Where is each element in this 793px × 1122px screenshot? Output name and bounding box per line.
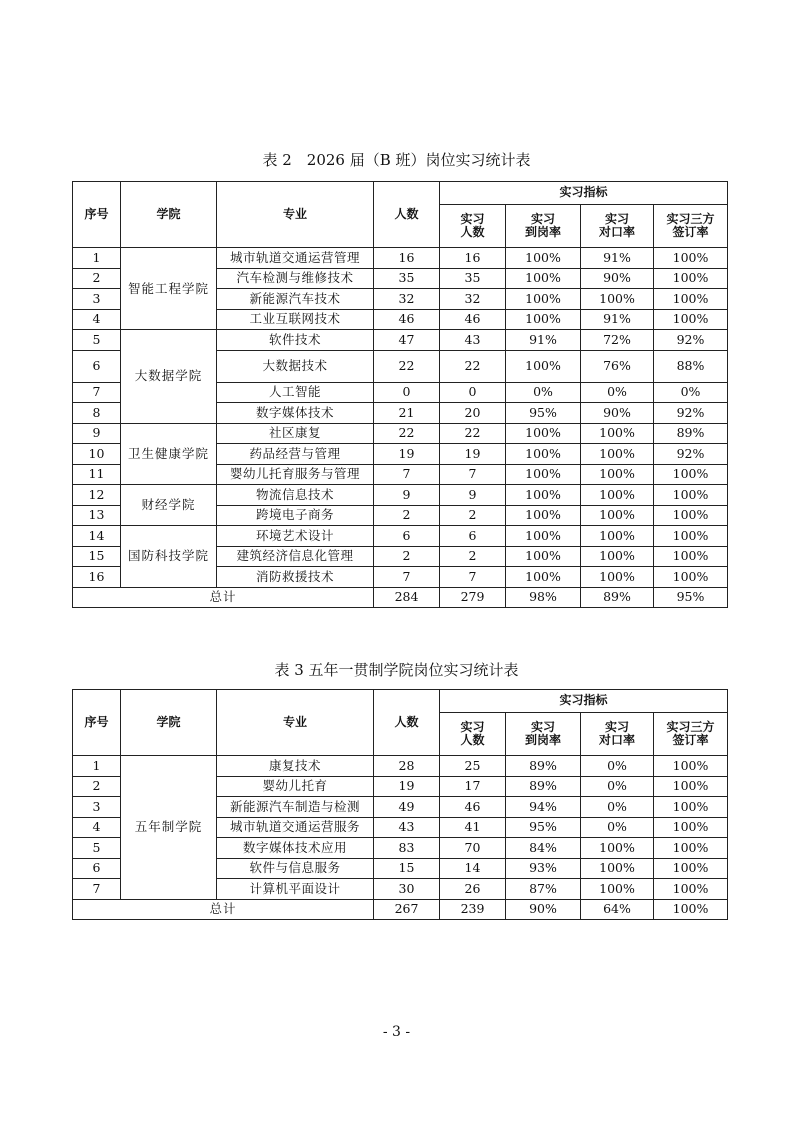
row-arrival-rate: 89%	[506, 756, 581, 777]
row-count: 43	[374, 817, 440, 838]
row-seq: 14	[73, 526, 121, 547]
row-seq: 13	[73, 505, 121, 526]
row-arrival-rate: 95%	[506, 817, 581, 838]
row-signed-rate: 100%	[654, 797, 728, 818]
row-major: 跨境电子商务	[217, 505, 374, 526]
header-metrics: 实习指标	[440, 690, 728, 713]
row-match-rate: 0%	[581, 797, 654, 818]
row-major: 物流信息技术	[217, 485, 374, 506]
row-count: 28	[374, 756, 440, 777]
row-major: 数字媒体技术应用	[217, 838, 374, 859]
row-match-rate: 100%	[581, 505, 654, 526]
row-seq: 7	[73, 382, 121, 403]
row-college: 五年制学院	[121, 756, 217, 900]
row-count: 49	[374, 797, 440, 818]
row-arrival-rate: 100%	[506, 526, 581, 547]
total-signed-rate: 100%	[654, 899, 728, 920]
row-interns: 20	[440, 403, 506, 424]
header-seq: 序号	[73, 690, 121, 756]
row-arrival-rate: 100%	[506, 309, 581, 330]
row-count: 46	[374, 309, 440, 330]
row-match-rate: 100%	[581, 858, 654, 879]
row-match-rate: 100%	[581, 464, 654, 485]
row-major: 康复技术	[217, 756, 374, 777]
table-row	[73, 526, 728, 547]
row-arrival-rate: 94%	[506, 797, 581, 818]
table-row	[73, 330, 728, 351]
row-major: 数字媒体技术	[217, 403, 374, 424]
header-match-rate: 实习 对口率	[581, 205, 654, 248]
row-seq: 10	[73, 444, 121, 465]
row-arrival-rate: 100%	[506, 248, 581, 269]
header-signed-rate: 实习三方 签订率	[654, 713, 728, 756]
header-signed-rate: 实习三方 签订率	[654, 205, 728, 248]
header-match-rate: 实习 对口率	[581, 713, 654, 756]
row-count: 19	[374, 776, 440, 797]
row-signed-rate: 88%	[654, 350, 728, 382]
row-seq: 6	[73, 858, 121, 879]
row-match-rate: 0%	[581, 776, 654, 797]
row-interns: 35	[440, 268, 506, 289]
row-major: 婴幼儿托育服务与管理	[217, 464, 374, 485]
row-match-rate: 0%	[581, 382, 654, 403]
row-interns: 7	[440, 464, 506, 485]
row-major: 人工智能	[217, 382, 374, 403]
row-signed-rate: 100%	[654, 268, 728, 289]
row-major: 消防救援技术	[217, 567, 374, 588]
row-interns: 46	[440, 309, 506, 330]
row-match-rate: 100%	[581, 526, 654, 547]
row-major: 药品经营与管理	[217, 444, 374, 465]
row-count: 19	[374, 444, 440, 465]
row-arrival-rate: 0%	[506, 382, 581, 403]
header-college: 学院	[121, 182, 217, 248]
row-interns: 14	[440, 858, 506, 879]
row-college: 智能工程学院	[121, 248, 217, 330]
table-row	[73, 248, 728, 269]
row-arrival-rate: 93%	[506, 858, 581, 879]
row-match-rate: 72%	[581, 330, 654, 351]
row-count: 9	[374, 485, 440, 506]
row-interns: 26	[440, 879, 506, 900]
row-count: 2	[374, 505, 440, 526]
header-college: 学院	[121, 690, 217, 756]
row-count: 16	[374, 248, 440, 269]
row-match-rate: 0%	[581, 756, 654, 777]
page-number: - 3 -	[382, 1024, 411, 1040]
row-interns: 70	[440, 838, 506, 859]
row-seq: 2	[73, 776, 121, 797]
header-arrival-rate: 实习 到岗率	[506, 713, 581, 756]
row-signed-rate: 100%	[654, 567, 728, 588]
row-interns: 32	[440, 289, 506, 310]
row-signed-rate: 92%	[654, 403, 728, 424]
row-signed-rate: 92%	[654, 330, 728, 351]
row-major: 社区康复	[217, 423, 374, 444]
row-match-rate: 0%	[581, 817, 654, 838]
row-major: 计算机平面设计	[217, 879, 374, 900]
row-match-rate: 100%	[581, 546, 654, 567]
row-major: 城市轨道交通运营管理	[217, 248, 374, 269]
row-major: 新能源汽车制造与检测	[217, 797, 374, 818]
row-interns: 2	[440, 505, 506, 526]
row-interns: 22	[440, 350, 506, 382]
row-match-rate: 76%	[581, 350, 654, 382]
row-seq: 2	[73, 268, 121, 289]
total-row	[73, 899, 728, 920]
row-count: 7	[374, 464, 440, 485]
table-3-body	[73, 756, 728, 900]
row-major: 软件与信息服务	[217, 858, 374, 879]
row-match-rate: 100%	[581, 485, 654, 506]
row-signed-rate: 100%	[654, 858, 728, 879]
row-seq: 3	[73, 797, 121, 818]
row-count: 7	[374, 567, 440, 588]
row-college: 卫生健康学院	[121, 423, 217, 485]
row-major: 工业互联网技术	[217, 309, 374, 330]
total-interns: 239	[440, 899, 506, 920]
row-signed-rate: 89%	[654, 423, 728, 444]
row-signed-rate: 100%	[654, 546, 728, 567]
row-signed-rate: 100%	[654, 289, 728, 310]
row-arrival-rate: 89%	[506, 776, 581, 797]
row-interns: 19	[440, 444, 506, 465]
row-arrival-rate: 100%	[506, 289, 581, 310]
row-count: 6	[374, 526, 440, 547]
row-arrival-rate: 100%	[506, 567, 581, 588]
table-row	[73, 485, 728, 506]
row-interns: 16	[440, 248, 506, 269]
row-count: 47	[374, 330, 440, 351]
row-major: 大数据技术	[217, 350, 374, 382]
row-seq: 7	[73, 879, 121, 900]
row-arrival-rate: 100%	[506, 350, 581, 382]
total-arrival-rate: 90%	[506, 899, 581, 920]
row-college: 财经学院	[121, 485, 217, 526]
total-count: 284	[374, 587, 440, 608]
row-arrival-rate: 100%	[506, 423, 581, 444]
header-arrival-rate: 实习 到岗率	[506, 205, 581, 248]
row-match-rate: 90%	[581, 403, 654, 424]
header-metrics: 实习指标	[440, 182, 728, 205]
row-interns: 2	[440, 546, 506, 567]
header-seq: 序号	[73, 182, 121, 248]
row-arrival-rate: 100%	[506, 485, 581, 506]
row-interns: 0	[440, 382, 506, 403]
row-count: 21	[374, 403, 440, 424]
row-seq: 8	[73, 403, 121, 424]
total-signed-rate: 95%	[654, 587, 728, 608]
row-match-rate: 91%	[581, 248, 654, 269]
total-label: 总计	[73, 899, 374, 920]
row-signed-rate: 100%	[654, 505, 728, 526]
row-seq: 11	[73, 464, 121, 485]
row-seq: 3	[73, 289, 121, 310]
row-arrival-rate: 95%	[506, 403, 581, 424]
internship-stats-table-2	[72, 181, 728, 608]
row-seq: 4	[73, 309, 121, 330]
row-count: 2	[374, 546, 440, 567]
row-major: 城市轨道交通运营服务	[217, 817, 374, 838]
row-interns: 22	[440, 423, 506, 444]
row-arrival-rate: 84%	[506, 838, 581, 859]
total-arrival-rate: 98%	[506, 587, 581, 608]
row-seq: 1	[73, 248, 121, 269]
header-major: 专业	[217, 182, 374, 248]
row-signed-rate: 100%	[654, 485, 728, 506]
row-seq: 1	[73, 756, 121, 777]
row-seq: 16	[73, 567, 121, 588]
row-interns: 17	[440, 776, 506, 797]
row-major: 环境艺术设计	[217, 526, 374, 547]
row-seq: 4	[73, 817, 121, 838]
table-2-body	[73, 248, 728, 588]
row-count: 32	[374, 289, 440, 310]
total-match-rate: 89%	[581, 587, 654, 608]
row-match-rate: 100%	[581, 423, 654, 444]
row-interns: 25	[440, 756, 506, 777]
row-college: 大数据学院	[121, 330, 217, 424]
row-arrival-rate: 100%	[506, 505, 581, 526]
row-match-rate: 100%	[581, 567, 654, 588]
row-signed-rate: 100%	[654, 879, 728, 900]
row-signed-rate: 100%	[654, 309, 728, 330]
row-match-rate: 91%	[581, 309, 654, 330]
row-college: 国防科技学院	[121, 526, 217, 588]
row-interns: 46	[440, 797, 506, 818]
header-count: 人数	[374, 182, 440, 248]
row-signed-rate: 100%	[654, 817, 728, 838]
row-interns: 6	[440, 526, 506, 547]
row-signed-rate: 0%	[654, 382, 728, 403]
row-interns: 41	[440, 817, 506, 838]
row-count: 22	[374, 350, 440, 382]
row-seq: 9	[73, 423, 121, 444]
internship-stats-table-3	[72, 689, 728, 920]
row-major: 建筑经济信息化管理	[217, 546, 374, 567]
row-arrival-rate: 100%	[506, 268, 581, 289]
row-arrival-rate: 100%	[506, 464, 581, 485]
table-row	[73, 423, 728, 444]
row-count: 22	[374, 423, 440, 444]
header-major: 专业	[217, 690, 374, 756]
row-count: 15	[374, 858, 440, 879]
row-count: 30	[374, 879, 440, 900]
row-signed-rate: 100%	[654, 756, 728, 777]
row-signed-rate: 100%	[654, 838, 728, 859]
total-match-rate: 64%	[581, 899, 654, 920]
row-signed-rate: 92%	[654, 444, 728, 465]
row-match-rate: 100%	[581, 879, 654, 900]
row-interns: 43	[440, 330, 506, 351]
row-major: 软件技术	[217, 330, 374, 351]
row-signed-rate: 100%	[654, 526, 728, 547]
row-arrival-rate: 100%	[506, 546, 581, 567]
table-row	[73, 756, 728, 777]
row-match-rate: 100%	[581, 444, 654, 465]
row-major: 新能源汽车技术	[217, 289, 374, 310]
total-interns: 279	[440, 587, 506, 608]
row-major: 婴幼儿托育	[217, 776, 374, 797]
row-count: 0	[374, 382, 440, 403]
row-signed-rate: 100%	[654, 248, 728, 269]
row-arrival-rate: 91%	[506, 330, 581, 351]
header-count: 人数	[374, 690, 440, 756]
row-seq: 5	[73, 330, 121, 351]
row-match-rate: 100%	[581, 289, 654, 310]
row-seq: 6	[73, 350, 121, 382]
row-interns: 7	[440, 567, 506, 588]
table-2-caption: 表 2 2026 届（B 班）岗位实习统计表	[262, 151, 531, 169]
table-3-caption: 表 3 五年一贯制学院岗位实习统计表	[274, 661, 519, 679]
row-signed-rate: 100%	[654, 464, 728, 485]
row-seq: 15	[73, 546, 121, 567]
row-arrival-rate: 100%	[506, 444, 581, 465]
row-match-rate: 100%	[581, 838, 654, 859]
total-row	[73, 587, 728, 608]
header-interns: 实习 人数	[440, 713, 506, 756]
row-major: 汽车检测与维修技术	[217, 268, 374, 289]
row-arrival-rate: 87%	[506, 879, 581, 900]
row-count: 35	[374, 268, 440, 289]
row-count: 83	[374, 838, 440, 859]
row-seq: 5	[73, 838, 121, 859]
row-interns: 9	[440, 485, 506, 506]
total-label: 总计	[73, 587, 374, 608]
row-match-rate: 90%	[581, 268, 654, 289]
row-signed-rate: 100%	[654, 776, 728, 797]
header-interns: 实习 人数	[440, 205, 506, 248]
total-count: 267	[374, 899, 440, 920]
row-seq: 12	[73, 485, 121, 506]
